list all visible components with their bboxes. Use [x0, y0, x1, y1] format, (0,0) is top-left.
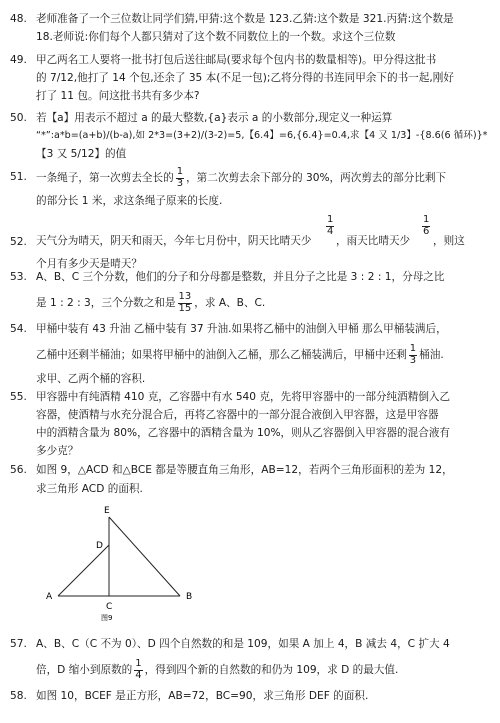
- question-text-line: A、B、C 三个分数，他们的分子和分母都是整数，并且分子之比是 3 : 2 : 1，分母之比: [36, 271, 445, 283]
- label-E: E: [104, 506, 110, 516]
- question-text-line: 中的酒精含量为 80%，乙容器中的酒精含量为 10%，则从乙容器倒入甲容器的混合液有: [36, 427, 451, 439]
- question-number: 56.: [10, 464, 27, 476]
- question-text: ，则这: [433, 235, 465, 247]
- question-number: 55.: [10, 391, 27, 403]
- question-58: [10, 690, 476, 702]
- question-56: [10, 464, 476, 495]
- question-48: [10, 13, 476, 43]
- question-49: [10, 54, 476, 102]
- question-text-line: “*”:a*b=(a+b)/(b-a),如 2*3=(3+2)/(3-2)=5,【6.4】=6,{6.4}=0.4,求【4 又 1/3】-{8.6(6 循环)}*: [36, 130, 488, 141]
- question-text-line: 老师准备了一个三位数让同学们猜,甲猜:这个数是 123.乙猜:这个数是 321.丙猜:这个数是: [36, 13, 454, 25]
- question-text-line: A、B、C（C 不为 0）、D 四个自然数的和是 109，如果 A 加上 4，B 减去 4，C 扩大 4: [36, 638, 450, 650]
- figure-caption: 图9: [101, 614, 113, 622]
- question-number: 58.: [10, 690, 27, 702]
- question-text: 倍，D 缩小到原数的: [36, 664, 133, 676]
- fraction: [409, 344, 417, 366]
- question-text-line: 18.老师说:你们每个人都只猜对了这个数不同数位上的一个数。求这个三位数: [36, 31, 396, 43]
- question-number: 54.: [10, 323, 27, 335]
- question-text-line: 个月有多少天是晴天？: [36, 258, 142, 270]
- label-B: B: [186, 592, 193, 602]
- numerator: 13: [178, 291, 192, 302]
- fraction: [326, 215, 334, 237]
- numerator: 1: [176, 166, 184, 177]
- question-number: 57.: [10, 638, 27, 650]
- question-text-line: 的 7/12,他打了 14 个包,还余了 35 本(不足一包);乙将分得的书连同甲余下的书一起,刚好: [36, 72, 454, 84]
- question-text: 乙桶中还剩半桶油；如果将甲桶中的油倒入乙桶，那么乙桶装满后，甲桶中还剩: [36, 349, 407, 361]
- question-text-line: 【3 又 5/12】的值: [36, 148, 127, 160]
- question-number: 50.: [10, 112, 27, 124]
- numerator: 1: [423, 214, 430, 225]
- question-text: 一条绳子，第一次剪去全长的: [36, 172, 174, 184]
- label-A: A: [46, 592, 53, 602]
- question-number: 48.: [10, 13, 27, 25]
- question-text: ，雨天比晴天少: [336, 235, 411, 247]
- fraction: [422, 215, 430, 237]
- denominator: 3: [409, 354, 417, 366]
- question-number: 49.: [10, 54, 27, 66]
- fraction: [178, 292, 193, 314]
- question-text: 桶油.: [419, 349, 444, 361]
- question-54: [10, 323, 476, 385]
- fraction: [134, 659, 142, 681]
- question-text-line: 若【a】用表示不超过 a 的最大整数,{a}表示 a 的小数部分,现定义一种运算: [36, 112, 393, 124]
- figure-9-lines: [58, 517, 180, 596]
- question-55: [10, 391, 476, 457]
- denominator: 3: [176, 177, 184, 189]
- question-text-line: 求甲、乙两个桶的容积.: [36, 373, 146, 385]
- fraction: [176, 167, 184, 189]
- denominator: 15: [178, 302, 192, 314]
- denominator: 4: [327, 225, 334, 237]
- denominator: 4: [135, 669, 142, 681]
- question-text-line: 甲乙两名工人要将一批书打包后送往邮局(要求每个包内书的数量相等)。甲分得这批书: [36, 54, 437, 66]
- question-text-line: 打了 11 包。问这批书共有多少本?: [36, 90, 200, 102]
- label-D: D: [96, 541, 103, 551]
- label-C: C: [106, 602, 113, 612]
- segment-EB: [109, 517, 180, 596]
- question-number: 51.: [10, 171, 27, 183]
- question-text: ，求 A、B、C.: [194, 297, 266, 309]
- numerator: 1: [409, 343, 417, 354]
- question-text-line: 的部分长 1 米，求这条绳子原来的长度.: [36, 195, 223, 207]
- question-text: ，得到四个新的自然数的和仍为 109，求 D 的最大值.: [144, 664, 399, 676]
- question-50: [10, 112, 488, 160]
- segment-AD: [58, 545, 109, 596]
- question-text-line: 如图 9，△ACD 和△BCE 都是等腰直角三角形，AB=12，若两个三角形面积的差为 12，: [36, 464, 453, 476]
- question-text: 天气分为晴天，阴天和雨天，今年七月份中，阴天比晴天少: [36, 235, 312, 247]
- question-52: [10, 214, 476, 270]
- question-text-line: 甲容器中有纯酒精 410 克，乙容器中有水 540 克，先将甲容器中的一部分纯酒精倒入乙: [36, 391, 451, 403]
- numerator: 1: [135, 658, 142, 669]
- denominator: 6: [423, 225, 430, 237]
- question-number: 52.: [10, 236, 27, 248]
- numerator: 1: [327, 214, 334, 225]
- question-57: [10, 638, 476, 685]
- question-text-line: 求三角形 ACD 的面积.: [36, 483, 143, 495]
- question-text-line: 多少克？: [36, 445, 79, 457]
- question-number: 53.: [10, 271, 27, 283]
- question-text-line: 容器，使酒精与水充分混合后，再将乙容器中的一部分混合液倒入甲容器，这是甲容器: [36, 409, 439, 421]
- question-text-line: 甲桶中装有 43 升油 乙桶中装有 37 升油.如果将乙桶中的油倒入甲桶 那么甲桶装满后，: [36, 323, 447, 335]
- question-text: 是 1 : 2 : 3，三个分数之和是: [36, 297, 176, 309]
- question-51: [10, 163, 476, 207]
- question-text: ，第二次剪去余下部分的 30%，两次剪去的部分比剩下: [186, 172, 447, 184]
- question-53: [10, 271, 476, 318]
- question-text-line: 如图 10，BCEF 是正方形，AB=72，BC=90，求三角形 DEF 的面积.: [36, 690, 369, 702]
